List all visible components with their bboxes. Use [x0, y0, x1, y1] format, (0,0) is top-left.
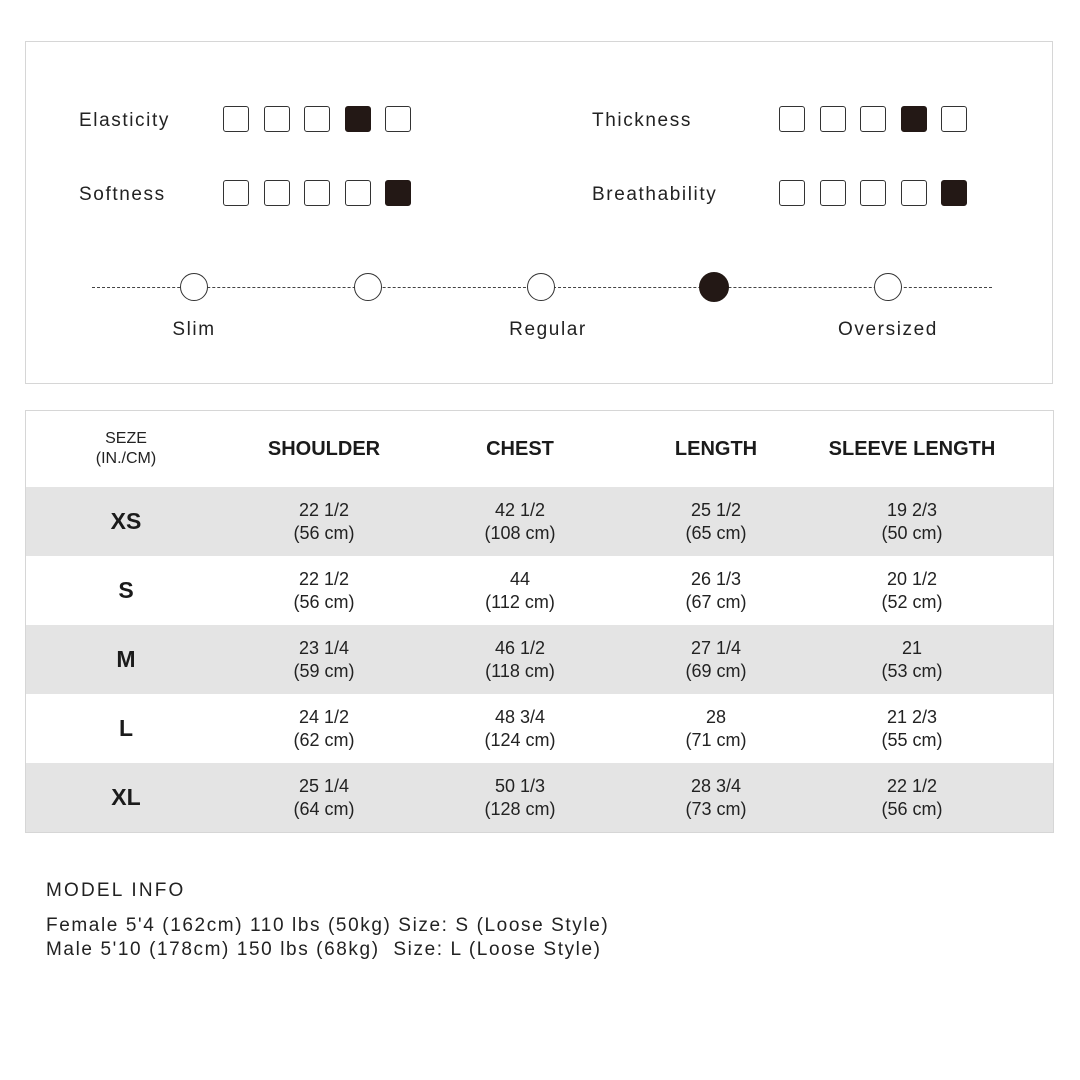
rating-box-empty — [304, 180, 330, 206]
fit-label-regular: Regular — [509, 319, 587, 340]
measurement-cell — [814, 625, 1010, 694]
measurement-inches: 27 1/4 — [690, 637, 742, 658]
table-row — [26, 625, 1053, 694]
column-header-label: SLEEVE LENGTH — [828, 437, 996, 460]
attribute-row-thickness — [592, 106, 992, 136]
measurement-inches: 46 1/2 — [494, 637, 546, 658]
measurement-cell — [618, 625, 814, 694]
size-header-title: SEZE — [105, 430, 147, 447]
size-cell — [26, 556, 226, 625]
rating-box-empty — [779, 106, 805, 132]
measurement-inches: 19 2/3 — [886, 499, 938, 520]
measurement-inches: 28 3/4 — [690, 775, 742, 796]
table-row — [26, 556, 1053, 625]
rating-box-empty — [941, 106, 967, 132]
size-label: L — [118, 715, 134, 741]
measurement-cell — [422, 763, 618, 832]
measurement-cm: (128 cm) — [484, 798, 556, 819]
measurement-inches: 22 1/2 — [298, 568, 350, 589]
attribute-row-softness — [79, 180, 429, 210]
measurement-cell — [226, 556, 422, 625]
table-row — [26, 487, 1053, 556]
measurement-cell — [226, 694, 422, 763]
measurement-cell — [814, 556, 1010, 625]
measurement-inches: 20 1/2 — [886, 568, 938, 589]
measurement-cell — [226, 763, 422, 832]
fabric-attributes-panel — [25, 41, 1053, 384]
measurement-cell — [814, 694, 1010, 763]
measurement-cm: (124 cm) — [484, 729, 556, 750]
model-info-female: Female 5'4 (162cm) 110 lbs (50kg) Size: S (Loose Style) — [46, 915, 610, 936]
rating-box-filled — [941, 180, 967, 206]
rating-box-empty — [779, 180, 805, 206]
measurement-cm: (108 cm) — [484, 522, 556, 543]
measurement-inches: 22 1/2 — [886, 775, 938, 796]
measurement-inches: 44 — [509, 568, 531, 589]
measurement-cell — [618, 763, 814, 832]
attribute-label: Elasticity — [79, 110, 170, 131]
rating-box-empty — [304, 106, 330, 132]
column-header-length — [618, 411, 814, 487]
size-column-header — [26, 411, 226, 487]
rating-box-empty — [264, 180, 290, 206]
rating-box-empty — [223, 180, 249, 206]
measurement-cell — [422, 487, 618, 556]
measurement-cm: (55 cm) — [881, 729, 943, 750]
size-chart-table — [25, 410, 1054, 833]
column-header-label: SHOULDER — [267, 437, 381, 460]
measurement-cell — [814, 763, 1010, 832]
measurement-inches: 50 1/3 — [494, 775, 546, 796]
fit-label-oversized: Oversized — [838, 319, 938, 340]
size-cell — [26, 694, 226, 763]
measurement-inches: 21 — [901, 637, 923, 658]
size-label: S — [118, 577, 134, 603]
measurement-inches: 26 1/3 — [690, 568, 742, 589]
rating-box-filled — [385, 180, 411, 206]
measurement-cm: (56 cm) — [881, 798, 943, 819]
fit-point — [180, 273, 208, 301]
fit-point — [527, 273, 555, 301]
fit-label-slim: Slim — [172, 319, 216, 340]
rating-box-empty — [385, 106, 411, 132]
table-header-row — [26, 411, 1053, 487]
size-label: M — [116, 646, 136, 672]
measurement-inches: 25 1/4 — [298, 775, 350, 796]
measurement-cm: (69 cm) — [685, 660, 747, 681]
column-header-label: LENGTH — [674, 437, 758, 460]
rating-box-empty — [860, 180, 886, 206]
rating-scale — [223, 106, 411, 132]
size-cell — [26, 625, 226, 694]
attribute-label: Softness — [79, 184, 166, 205]
measurement-inches: 42 1/2 — [494, 499, 546, 520]
measurement-cell — [618, 556, 814, 625]
table-row — [26, 763, 1053, 832]
rating-scale — [223, 180, 411, 206]
measurement-cell — [618, 694, 814, 763]
fit-point — [354, 273, 382, 301]
size-cell — [26, 487, 226, 556]
rating-box-empty — [345, 180, 371, 206]
measurement-inches: 21 2/3 — [886, 706, 938, 727]
measurement-cm: (59 cm) — [293, 660, 355, 681]
attribute-row-elasticity — [79, 106, 429, 136]
measurement-cell — [226, 625, 422, 694]
measurement-cm: (56 cm) — [293, 522, 355, 543]
measurement-inches: 23 1/4 — [298, 637, 350, 658]
measurement-cm: (71 cm) — [685, 729, 747, 750]
model-info-title: MODEL INFO — [46, 880, 186, 901]
measurement-inches: 24 1/2 — [298, 706, 350, 727]
rating-scale — [779, 180, 967, 206]
size-label: XS — [110, 508, 142, 534]
measurement-cell — [422, 556, 618, 625]
rating-scale — [779, 106, 967, 132]
attribute-label: Breathability — [592, 184, 718, 205]
table-row — [26, 694, 1053, 763]
measurement-cell — [226, 487, 422, 556]
size-label: XL — [111, 784, 141, 810]
measurement-cell — [422, 694, 618, 763]
rating-box-empty — [820, 106, 846, 132]
measurement-cm: (67 cm) — [685, 591, 747, 612]
measurement-inches: 28 — [705, 706, 727, 727]
rating-box-empty — [860, 106, 886, 132]
column-header-chest — [422, 411, 618, 487]
measurement-cm: (112 cm) — [485, 591, 555, 612]
rating-box-empty — [223, 106, 249, 132]
size-cell — [26, 763, 226, 832]
rating-box-empty — [820, 180, 846, 206]
measurement-inches: 48 3/4 — [494, 706, 546, 727]
rating-box-filled — [901, 106, 927, 132]
measurement-cm: (52 cm) — [881, 591, 943, 612]
measurement-cell — [618, 487, 814, 556]
measurement-cm: (53 cm) — [881, 660, 943, 681]
model-info — [46, 880, 609, 962]
rating-box-empty — [901, 180, 927, 206]
measurement-inches: 25 1/2 — [690, 499, 742, 520]
measurement-cm: (73 cm) — [685, 798, 747, 819]
measurement-inches: 22 1/2 — [298, 499, 350, 520]
column-header-label: CHEST — [486, 437, 554, 460]
attribute-row-breathability — [592, 180, 992, 210]
measurement-cell — [814, 487, 1010, 556]
rating-box-empty — [264, 106, 290, 132]
rating-box-filled — [345, 106, 371, 132]
fit-point — [874, 273, 902, 301]
attribute-label: Thickness — [592, 110, 692, 131]
column-header-shoulder — [226, 411, 422, 487]
fit-point-selected — [699, 272, 729, 302]
table-body — [26, 487, 1053, 832]
measurement-cm: (64 cm) — [293, 798, 355, 819]
measurement-cm: (118 cm) — [485, 660, 555, 681]
measurement-cm: (62 cm) — [293, 729, 355, 750]
measurement-cell — [422, 625, 618, 694]
measurement-cm: (50 cm) — [881, 522, 943, 543]
column-header-sleeve-length — [814, 411, 1010, 487]
measurement-cm: (65 cm) — [685, 522, 747, 543]
model-info-male: Male 5'10 (178cm) 150 lbs (68kg) Size: L (Loose Style) — [46, 939, 602, 960]
measurement-cm: (56 cm) — [293, 591, 355, 612]
size-header-unit: (IN./CM) — [95, 450, 157, 467]
